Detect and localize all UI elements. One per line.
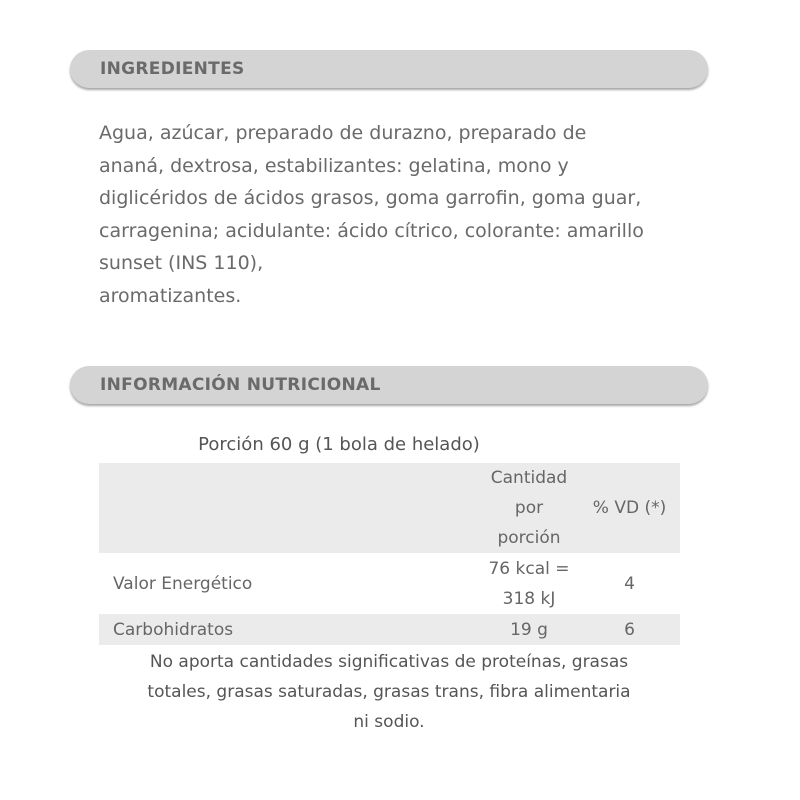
- table-row: [99, 614, 680, 645]
- nutrition-title: INFORMACIÓN NUTRICIONAL: [100, 375, 381, 395]
- ingredients-title: INGREDIENTES: [100, 59, 245, 79]
- ingredients-line: diglicéridos de ácidos grasos, goma garrofin, goma guar,: [99, 187, 642, 209]
- quantity-line: 318 kJ: [502, 588, 556, 609]
- header-qty-line: porción: [497, 528, 561, 548]
- footnote-line: totales, grasas saturadas, grasas trans, fibra alimentaria: [147, 682, 631, 702]
- nutrition-header: [70, 366, 708, 404]
- header-qty-line: Cantidad: [490, 468, 568, 488]
- quantity-line: 76 kcal =: [488, 558, 570, 579]
- nutrient-name: Carbohidratos: [113, 619, 234, 640]
- nutrition-footnote: [99, 647, 679, 737]
- footnote-line: ni sodio.: [353, 712, 425, 732]
- header-qty-line: por: [514, 498, 544, 518]
- nutrient-name: Valor Energético: [113, 573, 253, 594]
- nutrient-vd: 4: [624, 573, 635, 594]
- ingredients-text: [99, 117, 709, 312]
- header-quantity-cell: [479, 463, 579, 553]
- nutrient-vd: 6: [624, 619, 635, 640]
- nutrient-quantity: [479, 553, 579, 614]
- nutrient-quantity: 19 g: [510, 619, 548, 640]
- ingredients-header: [70, 50, 708, 88]
- ingredients-line: carragenina; acidulante: ácido cítrico, colorante: amarillo: [99, 219, 644, 242]
- footnote-line: No aporta cantidades significativas de proteínas, grasas: [149, 652, 629, 672]
- table-row: [99, 553, 680, 614]
- ingredients-line: ananá, dextrosa, estabilizantes: gelatina, mono y: [99, 154, 569, 177]
- ingredients-line: sunset (INS 110),: [99, 252, 264, 274]
- ingredients-line: Agua, azúcar, preparado de durazno, preparado de: [99, 122, 587, 144]
- table-header-row: [99, 463, 680, 553]
- header-name-cell: [99, 463, 479, 553]
- header-vd-cell: % VD (*): [592, 498, 667, 518]
- portion-label: Porción 60 g (1 bola de helado): [198, 434, 480, 455]
- ingredients-line: aromatizantes.: [99, 284, 242, 307]
- nutrition-table: [99, 463, 680, 645]
